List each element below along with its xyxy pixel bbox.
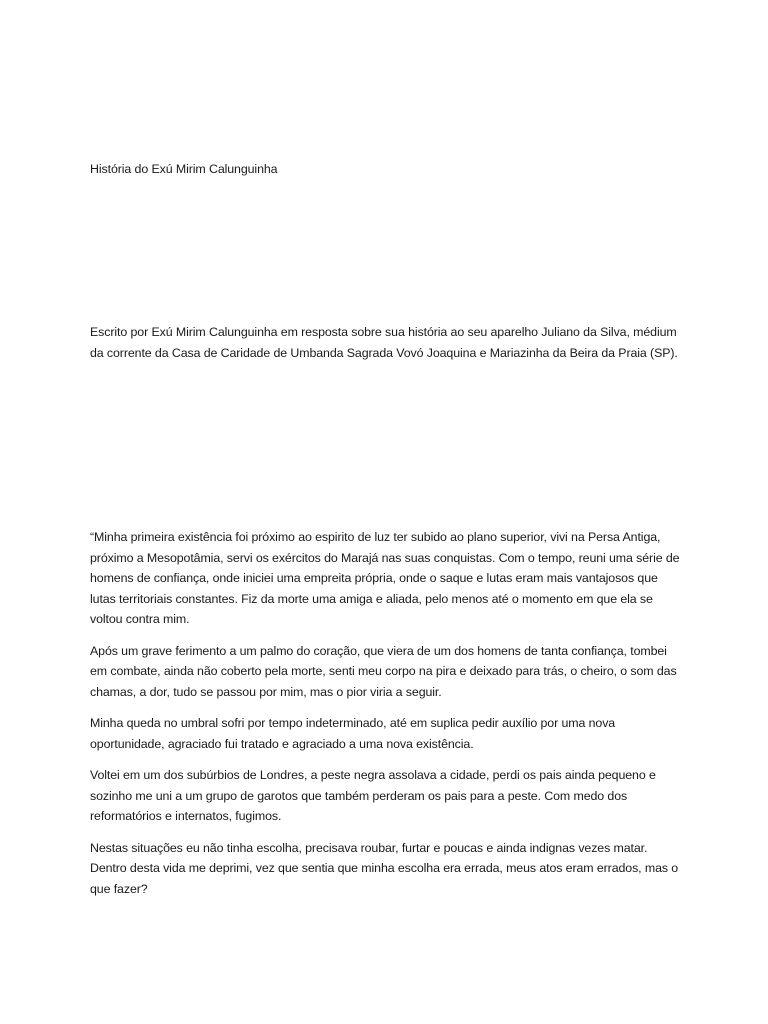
document-title: História do Exú Mirim Calunguinha bbox=[90, 162, 278, 176]
body-paragraph-4: Voltei em um dos subúrbios de Londres, a peste negra assolava a cidade, perdi os pais ainda pequeno e sozinho me uni a um grupo de garotos que também perderam os pais para a peste. Com medo dos reformatórios e internatos, fugimos. bbox=[90, 768, 656, 823]
body-paragraph-2: Após um grave ferimento a um palmo do coração, que viera de um dos homens de tanta confiança, tombei em combate, ainda não coberto pela morte, senti meu corpo na pira e deixado para trás, o cheiro, o som das chamas, a dor, tudo se passou por mim, mas o pior viria a seguir. bbox=[90, 643, 677, 699]
document-body bbox=[90, 527, 680, 910]
document-intro bbox=[90, 322, 680, 363]
intro-paragraph: Escrito por Exú Mirim Calunguinha em resposta sobre sua história ao seu aparelho Juliano da Silva, médium da corrente da Casa de Caridade de Umbanda Sagrada Vovó Joaquina e Mariazinha da Beira da Praia (SP). bbox=[90, 325, 678, 360]
body-paragraph-5: Nestas situações eu não tinha escolha, precisava roubar, furtar e poucas e ainda indignas vezes matar. Dentro desta vida me deprimi, vez que sentia que minha escolha era errada, meus atos eram errados, mas o que fazer? bbox=[90, 840, 679, 896]
body-paragraph-1: “Minha primeira existência foi próximo ao espirito de luz ter subido ao plano superior, vivi na Persa Antiga, próximo a Mesopotâmia, servi os exércitos do Marajá nas suas conquistas. Com o tempo, reuni uma série de homens de confiança, onde iniciei uma empreita própria, onde o saque e lutas eram mais vantajosos que lutas territoriais constantes. Fiz da morte uma amiga e aliada, pelo menos até o momento em que ela se voltou contra mim. bbox=[90, 530, 680, 626]
body-paragraph-3: Minha queda no umbral sofri por tempo indeterminado, até em suplica pedir auxílio por uma nova oportunidade, agraciado fui tratado e agraciado a uma nova existência. bbox=[90, 716, 616, 751]
